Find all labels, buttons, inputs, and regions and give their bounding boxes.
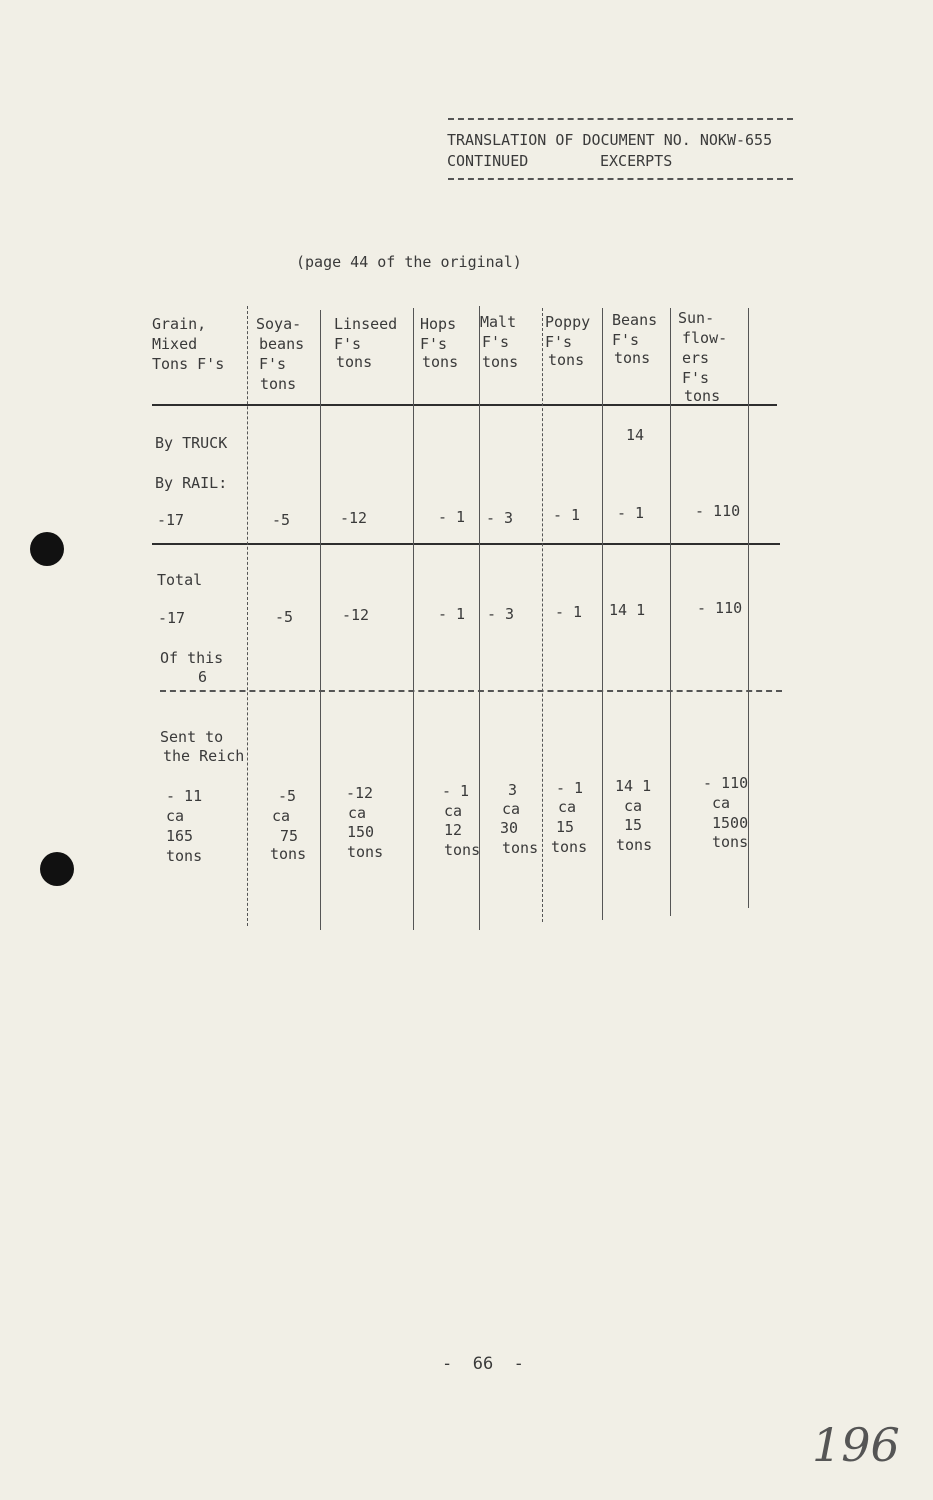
page-number: - 66 - bbox=[442, 1354, 524, 1374]
row-label-truck: By TRUCK bbox=[155, 434, 228, 452]
column-divider bbox=[748, 308, 749, 908]
rail-value: - 110 bbox=[695, 502, 741, 520]
header-title: TRANSLATION OF DOCUMENT NO. NOKW-655 bbox=[447, 131, 773, 149]
total-value: - 1 bbox=[438, 605, 466, 623]
column-divider bbox=[670, 308, 671, 916]
row-label-reich-2: the Reich bbox=[163, 747, 245, 765]
header-continued: CONTINUED bbox=[447, 152, 529, 170]
total-value: 14 1 bbox=[609, 601, 646, 619]
rail-value: - 1 bbox=[553, 506, 581, 524]
punch-hole bbox=[30, 532, 64, 566]
total-value: -5 bbox=[275, 608, 294, 626]
total-value: -12 bbox=[342, 606, 370, 624]
header-excerpts: EXCERPTS bbox=[600, 152, 673, 170]
total-value: - 3 bbox=[487, 605, 515, 623]
truck-beans-value: 14 bbox=[626, 426, 645, 444]
punch-hole bbox=[40, 852, 74, 886]
rail-value: -17 bbox=[157, 511, 185, 529]
column-divider bbox=[320, 310, 321, 930]
header-top-rule bbox=[448, 118, 793, 120]
row-label-rail: By RAIL: bbox=[155, 474, 228, 492]
rail-value: -12 bbox=[340, 509, 368, 527]
total-value: - 110 bbox=[697, 599, 743, 617]
rail-value: - 1 bbox=[438, 508, 466, 526]
rail-value: - 1 bbox=[617, 504, 645, 522]
table-of-this-rule bbox=[160, 690, 782, 692]
row-label-reich-1: Sent to bbox=[160, 728, 224, 746]
of-this-value: 6 bbox=[198, 668, 208, 686]
row-label-of-this: Of this bbox=[160, 649, 224, 667]
rail-value: -5 bbox=[272, 511, 291, 529]
column-divider bbox=[247, 306, 248, 926]
column-divider bbox=[479, 306, 480, 930]
row-label-total: Total bbox=[157, 571, 203, 589]
rail-value: - 3 bbox=[486, 509, 514, 527]
handwritten-folio-number: 196 bbox=[812, 1418, 900, 1472]
column-divider bbox=[602, 308, 603, 920]
total-value: - 1 bbox=[555, 603, 583, 621]
column-divider bbox=[413, 308, 414, 930]
total-value: -17 bbox=[158, 609, 186, 627]
header-bottom-rule bbox=[448, 178, 793, 180]
column-divider bbox=[542, 308, 543, 922]
page-reference: (page 44 of the original) bbox=[296, 253, 522, 271]
